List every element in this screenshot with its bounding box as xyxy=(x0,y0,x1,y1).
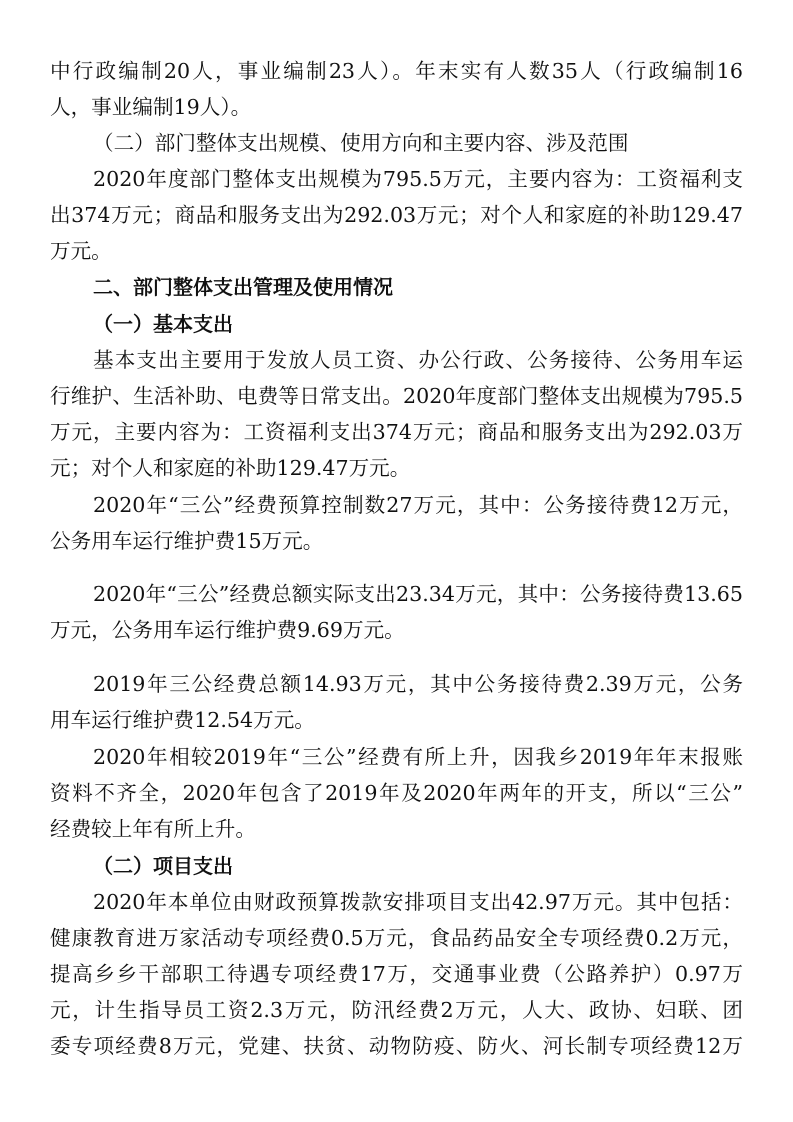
text-line xyxy=(0,342,793,378)
line-text: 2020年“三公”经费预算控制数27万元，其中：公务接待费12万元， xyxy=(93,493,743,517)
line-text: 提高乡乡干部职工待遇专项经费17万，交通事业费（公路养护）0.97万 xyxy=(50,962,743,986)
line-text: 出374万元；商品和服务支出为292.03万元；对个人和家庭的补助129.47 xyxy=(50,203,743,227)
line-text: 健康教育进万家活动专项经费0.5万元，食品药品安全专项经费0.2万元， xyxy=(50,926,743,950)
text-line xyxy=(0,811,793,847)
line-text: 万元，主要内容为：工资福利支出374万元；商品和服务支出为292.03万 xyxy=(50,420,743,444)
text-line xyxy=(0,775,793,811)
text-line xyxy=(0,739,793,775)
text-line xyxy=(0,378,793,414)
text-line xyxy=(0,992,793,1028)
text-line xyxy=(0,523,793,559)
line-text: 行维护、生活补助、电费等日常支出。2020年度部门整体支出规模为795.5 xyxy=(50,384,743,408)
text-line xyxy=(0,1028,793,1064)
text-line xyxy=(0,666,793,702)
text-line xyxy=(0,487,793,523)
text-line xyxy=(0,197,793,233)
line-text: 元；对个人和家庭的补助129.47万元。 xyxy=(50,456,411,480)
section-subheading xyxy=(0,125,793,161)
line-text: 人，事业编制19人）。 xyxy=(50,95,252,119)
line-text: 元，计生指导员工资2.3万元，防汛经费2万元，人大、政协、妇联、团 xyxy=(50,998,743,1022)
text-line xyxy=(0,161,793,197)
text-line xyxy=(0,612,793,648)
text-line xyxy=(0,576,793,612)
line-text: 资料不齐全，2020年包含了2019年及2020年两年的开支，所以“三公” xyxy=(50,781,743,805)
subsection-heading xyxy=(0,306,793,342)
line-text: 2019年三公经费总额14.93万元，其中公务接待费2.39万元，公务 xyxy=(93,672,743,696)
line-text: 用车运行维护费12.54万元。 xyxy=(50,708,315,732)
line-text: 公务用车运行维护费15万元。 xyxy=(50,529,324,553)
line-text: 2020年相较2019年“三公”经费有所上升，因我乡2019年年末报账 xyxy=(93,745,743,769)
line-text: 二、部门整体支出管理及使用情况 xyxy=(93,275,393,299)
line-text: （二）项目支出 xyxy=(93,854,233,878)
line-text: 中行政编制20人，事业编制23人）。年末实有人数35人（行政编制16 xyxy=(50,59,743,83)
text-line xyxy=(0,450,793,486)
line-text: （二）部门整体支出规模、使用方向和主要内容、涉及范围 xyxy=(93,131,629,155)
line-text: 经费较上年有所上升。 xyxy=(50,817,256,841)
text-line xyxy=(0,89,793,125)
line-text: 2020年本单位由财政预算拨款安排项目支出42.97万元。其中包括： xyxy=(93,890,743,914)
line-text: 2020年度部门整体支出规模为795.5万元，主要内容为：工资福利支 xyxy=(93,167,743,191)
text-line xyxy=(0,414,793,450)
subsection-heading xyxy=(0,848,793,884)
text-line xyxy=(0,702,793,738)
text-line xyxy=(0,233,793,269)
text-line xyxy=(0,53,793,89)
line-text: 委专项经费8万元，党建、扶贫、动物防疫、防火、河长制专项经费12万 xyxy=(50,1034,743,1058)
line-text: 万元。 xyxy=(50,239,112,263)
line-text: 2020年“三公”经费总额实际支出23.34万元，其中：公务接待费13.65 xyxy=(93,582,743,606)
section-heading xyxy=(0,269,793,305)
text-line xyxy=(0,884,793,920)
line-text: 万元，公务用车运行维护费9.69万元。 xyxy=(50,618,405,642)
line-text: （一）基本支出 xyxy=(93,312,233,336)
line-text: 基本支出主要用于发放人员工资、办公行政、公务接待、公务用车运 xyxy=(93,348,743,372)
text-line xyxy=(0,920,793,956)
text-line xyxy=(0,956,793,992)
